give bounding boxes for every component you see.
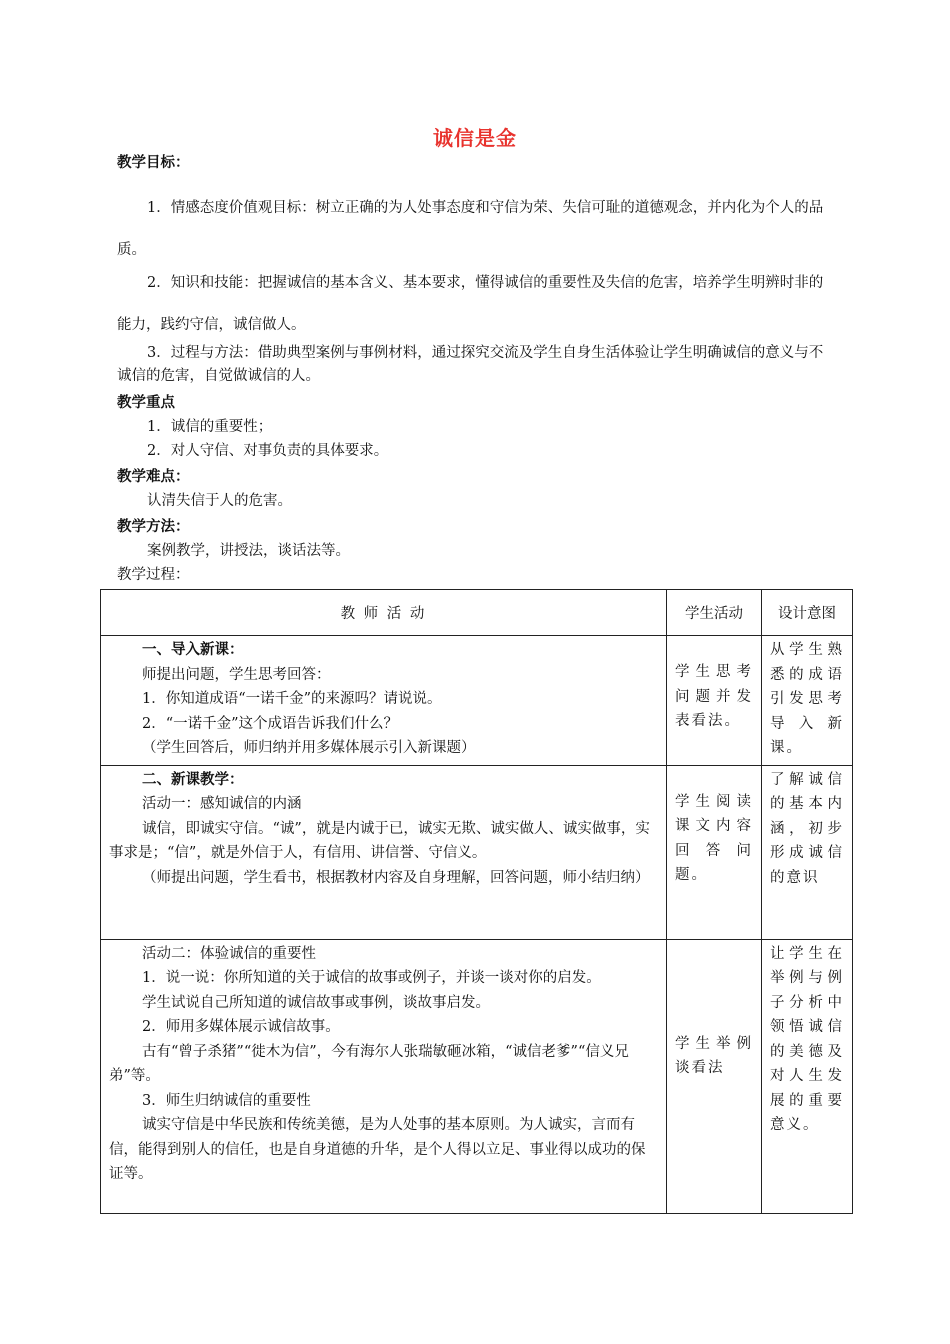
table-header-row: [101, 590, 853, 636]
teacher-line: 活动一：感知诚信的内涵: [142, 796, 302, 812]
teacher-line: 1．说一说：你所知道的关于诚信的故事或例子，并谈一谈对你的启发。: [142, 970, 601, 986]
teacher-line: 2．“一诺千金”这个成语告诉我们什么？: [142, 715, 399, 732]
teacher-activity-cell: [101, 939, 667, 1213]
teacher-line: （学生回答后，师归纳并用多媒体展示引入新课题）: [142, 740, 476, 756]
design-intent-cell: 从学生熟悉的成语引发思考导入新课。: [762, 636, 853, 766]
teacher-line: 2．师用多媒体展示诚信故事。: [142, 1019, 340, 1035]
teacher-line: 活动二：体验诚信的重要性: [142, 945, 316, 962]
header-teacher-activity: 教 师 活 动: [101, 590, 667, 636]
method-text: 案例教学，讲授法，谈话法等。: [147, 543, 350, 559]
teacher-line: 诚实守信是中华民族和传统美德，是为人处事的基本原则。为人诚实，言而有信，能得到别人的信任，也是自身道德的升华，是个人得以立足、事业得以成功的保证等。: [109, 1117, 646, 1182]
teacher-line: 学生试说自己所知道的诚信故事或事例，谈故事启发。: [142, 994, 490, 1011]
teaching-process-table: [100, 589, 853, 1214]
teacher-line: 师提出问题，学生思考回答：: [142, 666, 331, 683]
teacher-activity-cell: [101, 765, 667, 939]
objective-3: 3．过程与方法：借助典型案例与事例材料，通过探究交流及学生自身生活体验让学生明确诚信的意义与不诚信的危害，自觉做诚信的人。: [117, 345, 824, 384]
table-row: [101, 939, 853, 1213]
teacher-activity-cell: [101, 636, 667, 766]
difficulty-heading: 教学难点：: [117, 469, 190, 485]
table-row: [101, 636, 853, 766]
key-point-2: 2．对人守信、对事负责的具体要求。: [147, 443, 389, 459]
difficulty-text: 认清失信于人的危害。: [147, 493, 292, 509]
teacher-line: 1．你知道成语“一诺千金”的来源吗？请说说。: [142, 691, 442, 707]
teacher-line: 古有“曾子杀猪”“徙木为信”，今有海尔人张瑞敏砸冰箱，“诚信老爹”“信义兄弟”等。: [109, 1043, 629, 1084]
method-heading: 教学方法：: [117, 519, 190, 535]
table-row: [101, 765, 853, 939]
document-title: 诚信是金: [433, 126, 517, 150]
design-intent-cell: 让学生在举例与例子分析中领悟诚信的美德及对人生发展的重要意义。: [762, 939, 853, 1213]
key-points-heading: 教学重点: [117, 395, 175, 411]
section-heading-new-lesson: 二、新课教学：: [142, 771, 244, 788]
key-point-1: 1．诚信的重要性；: [147, 419, 273, 435]
teacher-line: 诚信，即诚实守信。“诚”，就是内诚于已，诚实无欺、诚实做人、诚实做事，实事求是；“信”，就是外信于人，有信用、讲信誉、守信义。: [109, 820, 650, 861]
objective-2: 2．知识和技能：把握诚信的基本含义、基本要求，懂得诚信的重要性及失信的危害，培养学生明辨时非的能力，践约守信，诚信做人。: [117, 275, 824, 333]
teacher-line: 3．师生归纳诚信的重要性: [142, 1092, 311, 1109]
objective-1: 1．情感态度价值观目标：树立正确的为人处事态度和守信为荣、失信可耻的道德观念，并内化为个人的品质。: [117, 200, 824, 258]
student-activity-cell: 学生思考问题并发表看法。: [667, 636, 762, 766]
design-intent-cell: 了解诚信的基本内涵，初步形成诚信的意识: [762, 765, 853, 939]
objectives-heading: 教学目标：: [117, 155, 190, 171]
process-heading: 教学过程：: [117, 567, 190, 583]
student-activity-cell: 学生阅读课文内容回答问题。: [667, 765, 762, 939]
student-activity-cell: 学生举例谈看法: [667, 939, 762, 1213]
teacher-line: （师提出问题，学生看书，根据教材内容及自身理解，回答问题，师小结归纳）: [142, 869, 650, 886]
section-heading-intro: 一、导入新课：: [142, 642, 244, 658]
header-student-activity: 学生活动: [667, 590, 762, 636]
header-design-intent: 设计意图: [762, 590, 853, 636]
